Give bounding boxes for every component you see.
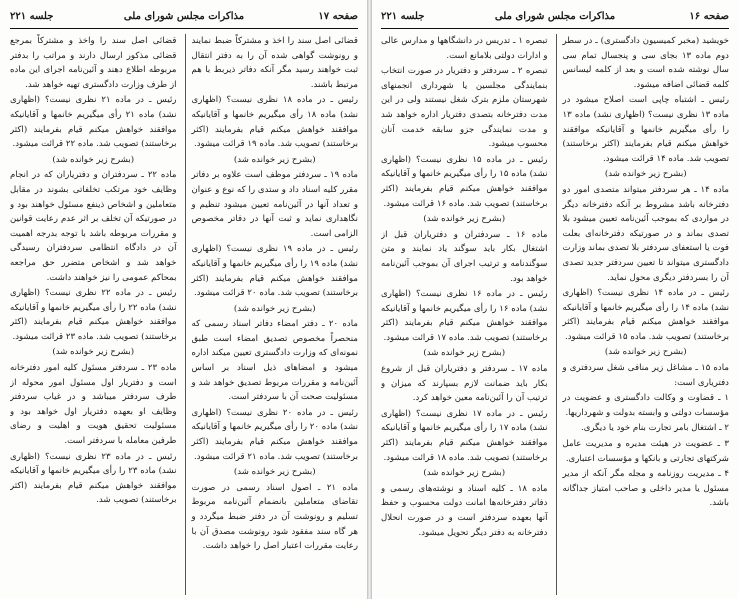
paragraph: ۴ ـ مدیریت روزنامه و مجله مگر آنکه از مدیر مسئول یا مدیر داخلی و صاحب امتیاز جداگانه باشد.	[562, 469, 729, 509]
left-page-columns	[10, 34, 358, 595]
text-column	[10, 34, 177, 595]
paragraph: ماده ۲۱ ـ اصول اسناد رسمی در صورت تقاضای متعاملین بانضمام آئین‌نامه مربوط تسلیم و رونوشت آن در دفتر ضبط میگردد و هر گاه سند مفقود شود رونوشت مصدق آن با رعایت مقررات اعتبار اصل را خواهد داشت.	[191, 482, 358, 552]
paragraph: ماده ۲۳ ـ سردفتر مسئول کلیه امور دفترخانه است و دفتریار اول مسئول امور محوله از طرف سردفتر میباشد و در غیاب سردفتر وظایف او بعهده دفتریار اول خواهد بود و مسئولیت تحقیق هویت و اهلیت و رضای طرفین معامله با سردفتر است.	[10, 363, 177, 447]
paragraph: قضائی اصل سند را اخذ و مشترکاً ضبط نمایند و رونوشت گواهی شده آن را به دفتر انتقال ثبت خواهند رسید مگر آنکه دفاتر ذیربط با هم مرتبط باشند.	[191, 36, 358, 90]
paragraph: ماده ۱۶ ـ سردفتران و دفتریاران قبل از اشتغال بکار باید سوگند یاد نمایند و متن سوگندنامه و ترتیب اجرای آن بموجب آئین‌نامه خواهد بود.	[381, 229, 548, 284]
paragraph: خویشید (مخبر کمیسیون دادگستری) ـ در سطر دوم ماده ۱۳ بجای سی و پنجسال تمام سی سال نوشته شده است و بعد از کلمه لیسانس کلمه قضائی اضافه میشود.	[562, 36, 729, 90]
paragraph: ۲ ـ اشتغال بامر تجارت بنام خود یا دیگری.	[580, 423, 729, 434]
reading-note: (بشرح زیر خوانده شد)	[423, 214, 506, 225]
reading-note: (بشرح زیر خوانده شد)	[423, 468, 506, 479]
paragraph: ماده ۲۰ ـ دفتر امضاء دفاتر اسناد رسمی که منحصراً مخصوص تصدیق امضاء است طبق نمونه‌ای که وزارت دادگستری تعیین میکند اداره میشود و امضاهای ذیل اسناد بر اساس آئین‌نامه و مقررات مربوط تصدیق خواهد شد و مسئولیت صحت آن با سردفتر است.	[191, 319, 358, 403]
left-page-header	[10, 8, 358, 29]
text-column	[381, 34, 548, 595]
paragraph: رئیس ـ در ماده ۱۵ نظری نیست؟ (اظهاری نشد) ماده ۱۵ را رأی میگیریم خانمها و آقایانیکه موافقند خواهش میکنم قیام بفرمایند (اکثر برخاستند) تصویب شد. ماده ۱۶ قرائت میشود.	[381, 154, 548, 209]
paragraph: تبصره ۲ ـ سردفتر و دفتریار در صورت انتخاب بنمایندگی مجلسین یا شهرداری انجمنهای شهرستان ملزم بترک شغل نیستند ولی در این مدت دفترخانه بتصدی دفتریار اداره خواهد شد و مدت نمایندگی جزو سابقه خدمت آنان محسوب میشود.	[381, 66, 548, 150]
reading-note: (بشرح زیر خوانده شد)	[604, 347, 687, 358]
paragraph: رئیس ـ اشتباه چاپی است اصلاح میشود در ماده ۱۳ نظری نیست؟ (اظهاری نشد) ماده ۱۳ را رأی میگیریم خانمها و آقایانیکه موافقند خواهش میکنم قیام بفرمایند (اکثر برخاستند) تصویب شد. ماده ۱۴ قرائت میشود.	[562, 95, 729, 164]
paragraph: رئیس ـ در ماده ۲۳ نظری نیست؟ (اظهاری نشد) ماده ۲۳ را رأی میگیریم خانمها و آقایانیکه موافقند خواهش میکنم قیام بفرمایند (اکثر برخاستند) تصویب شد.	[10, 451, 177, 506]
paragraph: رئیس ـ در ماده ۱۶ نظری نیست؟ (اظهاری نشد) ماده ۱۶ را رأی میگیریم خانمها و آقایانیکه موافقند خواهش میکنم قیام بفرمایند (اکثر برخاستند) تصویب شد. ماده ۱۷ قرائت میشود.	[381, 289, 548, 343]
right-page-header	[381, 8, 729, 29]
paragraph: ماده ۱۹ ـ سردفتر موظف است علاوه بر دفاتر مقرر کلیه اسناد داد و ستدی را که نوع و عنوان و تعداد آنها در آئین‌نامه تعیین میشود تنظیم و نگاهداری نماید و ثبت آنها در دفاتر مخصوص الزامی است.	[191, 170, 358, 239]
paragraph: ماده ۲۲ ـ سردفتران و دفتریاران که در انجام وظایف خود مرتکب تخلفاتی بشوند در مقابل متعاملین و اشخاص ذینفع مسئول خواهند بود و در صورتیکه آن تخلف بر اثر عدم رعایت قوانین و مقررات مربوطه باشد با توجه بدرجه اهمیت آن در دادگاه انتظامی سردفتران رسیدگی خواهد شد و اشخاص متضرر حق مراجعه بمحاکم عمومی را نیز خواهند داشت.	[10, 170, 177, 283]
running-title: مذاکرات مجلس شورای ملی	[494, 11, 616, 22]
paragraph: قضائی اصل سند را واخذ و مشترکاً بمرجع قضائی مذکور ارسال دارند و مراتب را بدفتر مربوطه اطلاع دهند و آئین‌نامه اجرای این ماده از طرف وزارت دادگستری تهیه خواهد شد.	[10, 36, 177, 90]
paragraph: رئیس ـ در ماده ۱۹ نظری نیست؟ (اظهاری نشد) ماده ۱۹ را رأی میگیریم خانمها و آقایانیکه موافقند خواهش میکنم قیام بفرمایند (اکثر برخاستند) تصویب شد. ماده ۲۰ قرائت میشود.	[191, 244, 358, 299]
reading-note: (بشرح زیر خوانده شد)	[604, 169, 687, 180]
right-page-columns	[381, 34, 729, 595]
paragraph: ماده ۱۵ ـ مشاغل زیر منافی شغل سردفتری و دفتریاری است:	[562, 363, 729, 388]
page-number: صفحه ۱۷	[318, 11, 358, 22]
paragraph: ماده ۱۷ ـ سردفتر و دفتریاران قبل از شروع بکار باید ضمانت لازم بسپارند که میزان و ترتیب آن را آئین‌نامه معین خواهد کرد.	[381, 364, 548, 404]
text-column	[185, 34, 359, 595]
paragraph: رئیس ـ در ماده ۲۱ نظری نیست؟ (اظهاری نشد) ماده ۲۱ رأی میگیریم خانمها و آقایانیکه موافقند خواهش میکنم قیام بفرمایند (اکثر برخاستند) تصویب شد. ماده ۲۲ قرائت میشود.	[10, 95, 177, 150]
session-number: جلسه ۲۲۱	[10, 11, 54, 22]
reading-note: (بشرح زیر خوانده شد)	[233, 154, 316, 165]
text-column	[556, 34, 730, 595]
paragraph: ۳ ـ عضویت در هیئت مدیره و مدیریت عامل شرکتهای تجارتی و بانکها و مؤسسات اعتباری.	[562, 439, 729, 464]
left-page	[0, 0, 368, 599]
reading-note: (بشرح زیر خوانده شد)	[52, 347, 135, 358]
right-page	[371, 0, 739, 599]
reading-note: (بشرح زیر خوانده شد)	[423, 348, 506, 359]
session-number: جلسه ۲۲۱	[381, 11, 425, 22]
paragraph: ۱ ـ قضاوت و وکالت دادگستری و عضویت در مؤسسات دولتی و وابسته بدولت و شهرداریها.	[562, 393, 729, 418]
paragraph: ماده ۱۸ ـ کلیه اسناد و نوشته‌های رسمی و دفاتر دفترخانه‌ها امانت دولت محسوب و حفظ آنها بعهده سردفتر است و در صورت انحلال دفترخانه به دفتر دیگر تحویل میشود.	[381, 483, 548, 538]
reading-note: (بشرح زیر خوانده شد)	[52, 154, 135, 165]
paragraph: رئیس ـ در ماده ۲۲ نظری نیست؟ (اظهاری نشد) ماده ۲۲ را رأی میگیریم خانمها و آقایانیکه موافقند خواهش میکنم قیام بفرمایند (اکثر برخاستند) تصویب شد. ماده ۲۳ قرائت میشود.	[10, 288, 177, 342]
paragraph: ماده ۱۴ ـ هر سردفتر میتواند متصدی امور دو دفترخانه باشد مشروط بر آنکه دفترخانه دیگر در مواردی که بموجب آئین‌نامه تعیین میشود بلا تصدی بماند و در صورتیکه دفترخانه‌ای بعلت فوت یا استعفای سردفتر بلا تصدی بماند وزارت دادگستری میتواند تا تعیین سردفتر جدید تصدی آن را بسردفتر دیگری محول نماید.	[562, 184, 729, 283]
page-number: صفحه ۱۶	[689, 11, 729, 22]
paragraph: رئیس ـ در ماده ۱۴ نظری نیست؟ (اظهاری نشد) ماده ۱۴ را رأی میگیریم خانمها و آقایانیکه موافقند خواهش میکنم قیام بفرمایند (اکثر برخاستند) تصویب شد. ماده ۱۵ قرائت میشود.	[562, 288, 729, 342]
running-title: مذاکرات مجلس شورای ملی	[123, 11, 245, 22]
reading-note: (بشرح زیر خوانده شد)	[233, 303, 316, 314]
paragraph: رئیس ـ در ماده ۱۷ نظری نیست؟ (اظهاری نشد) ماده ۱۷ را رأی میگیریم خانمها و آقایانیکه موافقند خواهش میکنم قیام بفرمایند (اکثر برخاستند) تصویب شد. ماده ۱۸ قرائت میشود.	[381, 408, 548, 463]
paragraph: رئیس ـ در ماده ۲۰ نظری نیست؟ (اظهاری نشد) ماده ۲۰ را رأی میگیریم خانمها و آقایانیکه موافقند خواهش میکنم قیام بفرمایند (اکثر برخاستند) تصویب شد. ماده ۲۱ قرائت میشود.	[191, 407, 358, 462]
paragraph: رئیس ـ در ماده ۱۸ نظری نیست؟ (اظهاری نشد) ماده ۱۸ رأی میگیریم خانمها و آقایانیکه موافقند خواهش میکنم قیام بفرمایند (اکثر برخاستند) تصویب شد. ماده ۱۹ قرائت میشود.	[191, 95, 358, 150]
reading-note: (بشرح زیر خوانده شد)	[233, 467, 316, 478]
paragraph: تبصره ۱ ـ تدریس در دانشگاهها و مدارس عالی و ادارات دولتی بلامانع است.	[381, 36, 548, 61]
